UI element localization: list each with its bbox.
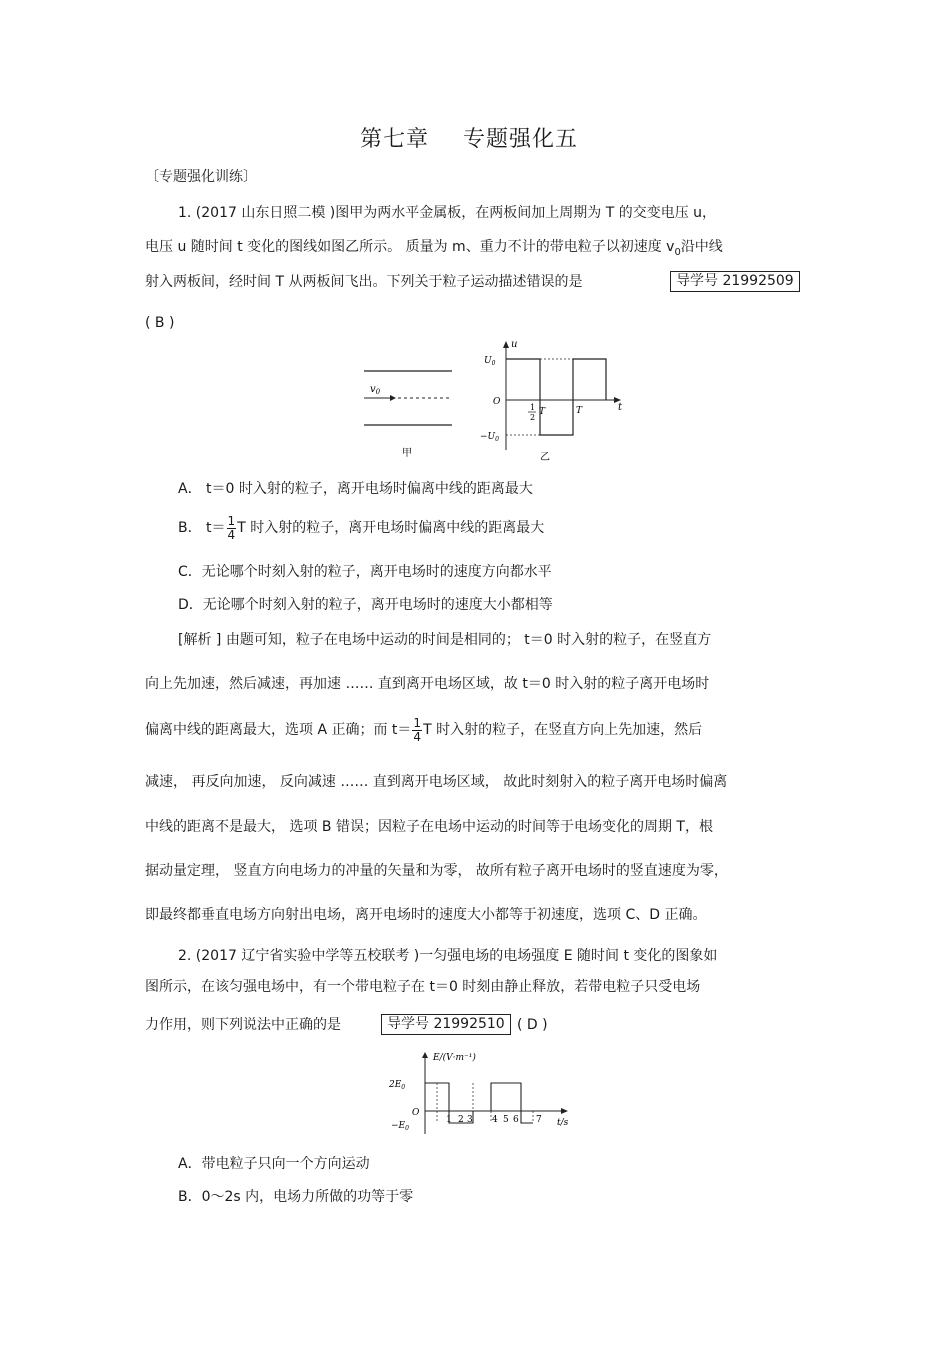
origin-label: O bbox=[493, 397, 501, 407]
tick-1: 1 bbox=[446, 1115, 452, 1125]
analysis-line4: 减速， 再反向加速， 反向减速 …… 直到离开电场区域， 故此时刻射入的粒子离开电场时偏离 bbox=[145, 774, 728, 790]
analysis-line7: 即最终都垂直电场方向射出电场，离开电场时的速度大小都等于初速度，选项 C、D 正确。 bbox=[145, 907, 707, 923]
q1-guide-number: 导学号 21992509 bbox=[670, 271, 800, 292]
tick-6: 6 bbox=[513, 1115, 519, 1125]
figure-voltage bbox=[478, 338, 628, 464]
time-arrow bbox=[561, 1108, 568, 1114]
voltage-wave bbox=[506, 359, 606, 435]
q1-line3: 射入两板间，经时间 T 从两板间飞出。下列关于粒子运动描述错误的是 bbox=[145, 274, 583, 290]
caption-yi: 乙 bbox=[540, 452, 550, 463]
q1-option-c: C．无论哪个时刻入射的粒子，离开电场时的速度方向都水平 bbox=[178, 564, 552, 580]
tick-4: 4 bbox=[492, 1115, 498, 1125]
q2-line3: 力作用，则下列说法中正确的是 bbox=[145, 1017, 341, 1033]
half-t-label: T bbox=[539, 407, 546, 417]
q1-answer: ( B ) bbox=[145, 315, 175, 331]
section-label: 〔专题强化训练〕 bbox=[145, 169, 257, 185]
time-axis-label: t/s bbox=[557, 1118, 569, 1128]
u0-label: $U_0$ bbox=[484, 356, 496, 367]
tick-2: 2 bbox=[458, 1115, 464, 1125]
e-arrow bbox=[422, 1052, 428, 1058]
u-arrow bbox=[503, 341, 509, 348]
q1-option-d: D．无论哪个时刻入射的粒子，离开电场时的速度大小都相等 bbox=[178, 597, 553, 613]
q1-option-b: B． t＝ $\frac{1}{4}$ T 时入射的粒子，离开电场时偏离中线的距离最大 bbox=[178, 513, 545, 542]
analysis-line3: 偏离中线的距离最大，选项 A 正确；而 t＝ $\frac{1}{4}$ T 时入射的粒子，在竖直方向上先加速，然后 bbox=[145, 715, 703, 744]
figure-field-strength bbox=[385, 1050, 575, 1140]
q2-answer: ( D ) bbox=[517, 1017, 548, 1033]
neg-u0-label: $-U_0$ bbox=[480, 432, 499, 443]
caption-jia: 甲 bbox=[402, 448, 412, 459]
tick-5: 5 bbox=[503, 1115, 509, 1125]
origin-label-2: O bbox=[412, 1108, 420, 1118]
chapter-label: 第七章 bbox=[360, 127, 430, 152]
neg-e0-label: $-E_0$ bbox=[391, 1121, 409, 1132]
q1-option-a: A． t＝0 时入射的粒子，离开电场时偏离中线的距离最大 bbox=[178, 481, 533, 497]
v0-label: $v_0$ bbox=[370, 384, 381, 396]
q2-line2: 图所示，在该匀强电场中，有一个带电粒子在 t＝0 时刻由静止释放，若带电粒子只受电场 bbox=[145, 979, 701, 995]
half-num: 1 bbox=[530, 403, 536, 412]
topic-label: 专题强化五 bbox=[463, 127, 579, 152]
q1-line2: 电压 u 随时间 t 变化的图线如图乙所示。 质量为 m、重力不计的带电粒子以初速度 $v_0$沿中线 bbox=[145, 239, 723, 258]
e-axis-label: E/(V·m⁻¹) bbox=[433, 1053, 476, 1063]
tick-7: 7 bbox=[536, 1115, 542, 1125]
u-label: u bbox=[511, 339, 518, 350]
q2-guide-number: 导学号 21992510 bbox=[381, 1014, 511, 1035]
tick-3: 3 bbox=[467, 1115, 473, 1125]
half-den: 2 bbox=[530, 413, 536, 422]
figure-plates bbox=[360, 350, 460, 462]
t-label: t bbox=[618, 402, 623, 413]
t-period-label: T bbox=[576, 406, 583, 416]
analysis-line2: 向上先加速，然后减速，再加速 …… 直到离开电场区域，故 t＝0 时入射的粒子离开电场时 bbox=[145, 676, 710, 692]
two-e0-label: $2E_0$ bbox=[389, 1080, 406, 1091]
analysis-line5: 中线的距离不是最大， 选项 B 错误；因粒子在电场中运动的时间等于电场变化的周期 T，根 bbox=[145, 819, 713, 835]
q1-line1: 1. (2017 山东日照二模 )图甲为两水平金属板，在两板间加上周期为 T 的交变电压 u， bbox=[178, 205, 717, 221]
arrow-head bbox=[390, 395, 396, 401]
q2-option-b: B．0～2s 内，电场力所做的功等于零 bbox=[178, 1189, 414, 1205]
q2-line1: 2. (2017 辽宁省实验中学等五校联考 )一匀强电场的电场强度 E 随时间 t 变化的图象如 bbox=[178, 948, 718, 964]
q2-option-a: A．带电粒子只向一个方向运动 bbox=[178, 1156, 370, 1172]
analysis-line6: 据动量定理， 竖直方向电场力的冲量的矢量和为零， 故所有粒子离开电场时的竖直速度为零， bbox=[145, 863, 728, 879]
analysis-line1: [解析 ] 由题可知，粒子在电场中运动的时间是相同的； t＝0 时入射的粒子，在竖直方 bbox=[178, 632, 712, 648]
page-title bbox=[360, 122, 578, 153]
